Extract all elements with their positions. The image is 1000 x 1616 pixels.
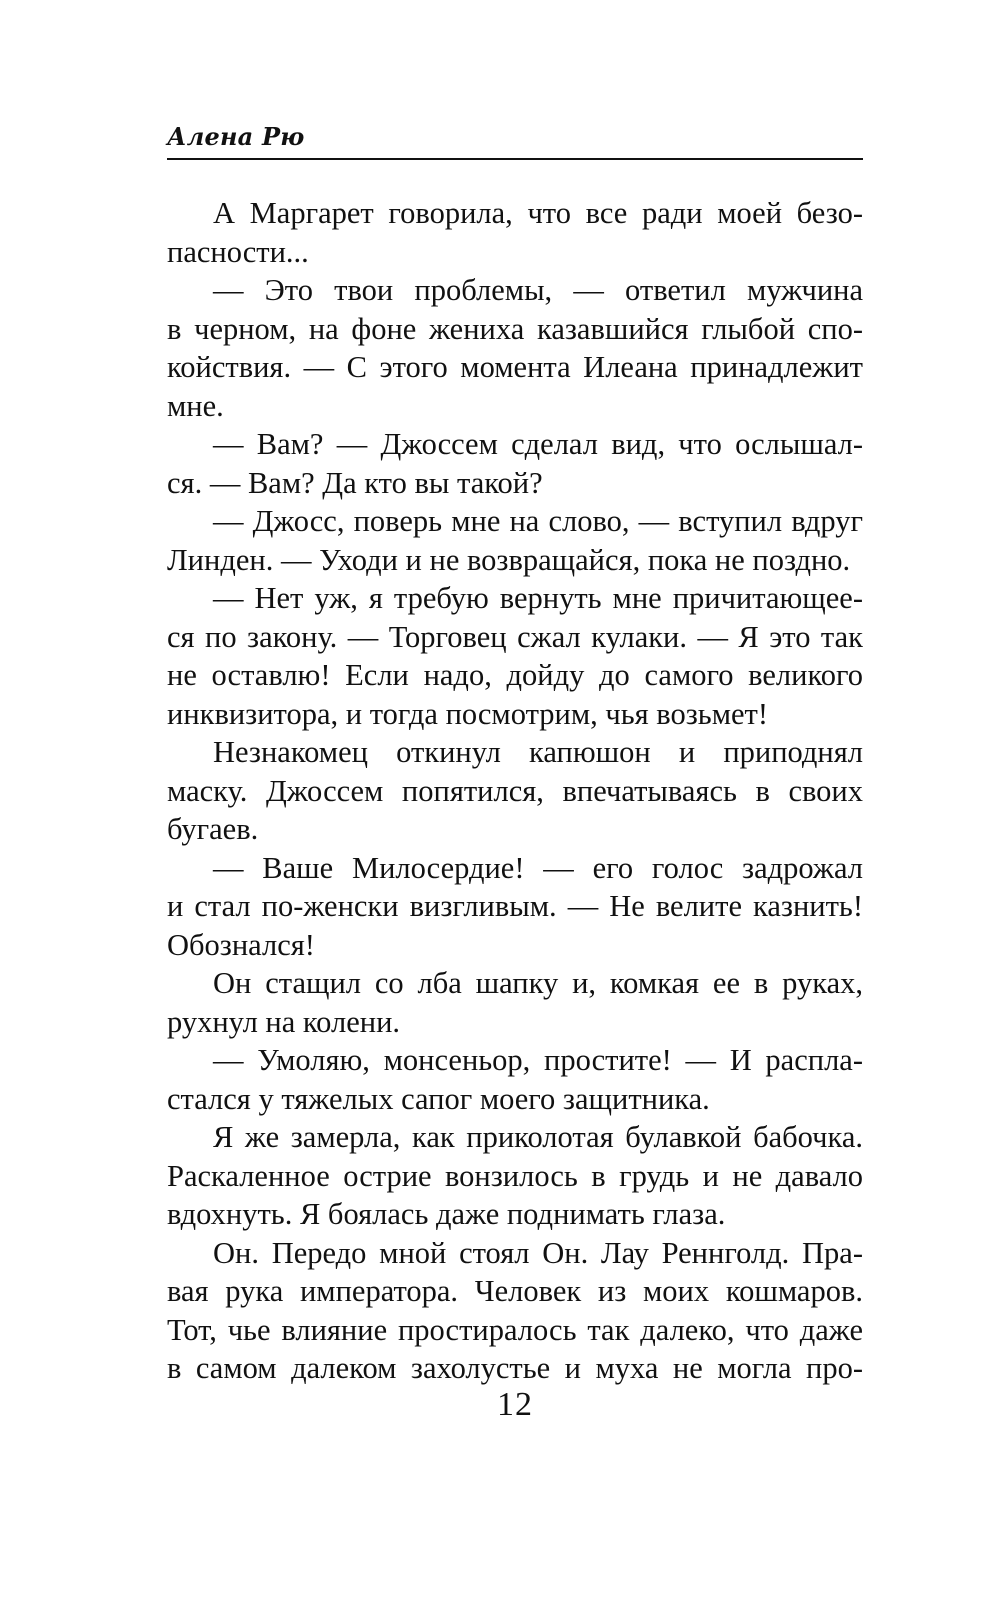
text-line: — Это твои проблемы, — ответил мужчина xyxy=(213,273,863,307)
text-line: ся. — Вам? Да кто вы такой? xyxy=(167,465,543,500)
text-line: — Джосс, поверь мне на слово, — вступил вдруг xyxy=(213,504,863,538)
text-line: бугаев. xyxy=(167,812,259,846)
running-title: Алена Рю xyxy=(167,122,305,151)
text-line: инквизитора, и тогда посмотрим, чья возьмет! xyxy=(167,696,769,731)
text-line: пасности... xyxy=(167,234,309,269)
text-line: — Нет уж, я требую вернуть мне причитающее- xyxy=(213,581,863,615)
text-line: Раскаленное острие вонзилось в грудь и не давало xyxy=(167,1158,863,1193)
text-line: не оставлю! Если надо, дойду до самого великого xyxy=(167,658,863,692)
body-text xyxy=(167,194,863,1388)
text-line: вдохнуть. Я боялась даже поднимать глаза. xyxy=(167,1197,726,1231)
text-line: и стал по-женски визгливым. — Не велите казнить! xyxy=(167,889,863,923)
text-line: вая рука императора. Человек из моих кошмаров. xyxy=(167,1274,863,1308)
text-line: Я же замерла, как приколотая булавкой бабочка. xyxy=(213,1120,863,1154)
text-line: рухнул на колени. xyxy=(167,1004,401,1039)
header-rule xyxy=(167,158,863,160)
text-line: Обознался! xyxy=(167,927,315,962)
page-number: 12 xyxy=(497,1386,533,1423)
text-line: в самом далеком захолустье и муха не могла про- xyxy=(167,1351,863,1385)
text-line: стался у тяжелых сапог моего защитника. xyxy=(167,1081,710,1116)
text-line: — Вам? — Джоссем сделал вид, что ослышал- xyxy=(213,427,863,461)
text-line: койствия. — С этого момента Илеана принадлежит xyxy=(167,350,863,384)
text-line: маску. Джоссем попятился, впечатываясь в своих xyxy=(167,773,863,808)
text-line: Незнакомец откинул капюшон и приподнял xyxy=(213,735,863,769)
text-line: в черном, на фоне жениха казавшийся глыбой спо- xyxy=(167,311,863,346)
text-line: Линден. — Уходи и не возвращайся, пока не поздно. xyxy=(167,542,851,577)
text-line: — Ваше Милосердие! — его голос задрожал xyxy=(213,850,863,885)
text-line: ся по закону. — Торговец сжал кулаки. — Я это так xyxy=(167,619,863,654)
text-line: Тот, чье влияние простиралось так далеко, что даже xyxy=(167,1312,863,1347)
text-line: А Маргарет говорила, что все ради моей безо- xyxy=(213,196,863,230)
text-line: мне. xyxy=(167,388,224,423)
text-line: Он. Передо мной стоял Он. Лау Реннголд. Пра- xyxy=(213,1235,863,1270)
text-line: — Умоляю, монсеньор, простите! — И распла- xyxy=(213,1043,863,1077)
text-line: Он стащил со лба шапку и, комкая ее в руках, xyxy=(213,966,863,1000)
